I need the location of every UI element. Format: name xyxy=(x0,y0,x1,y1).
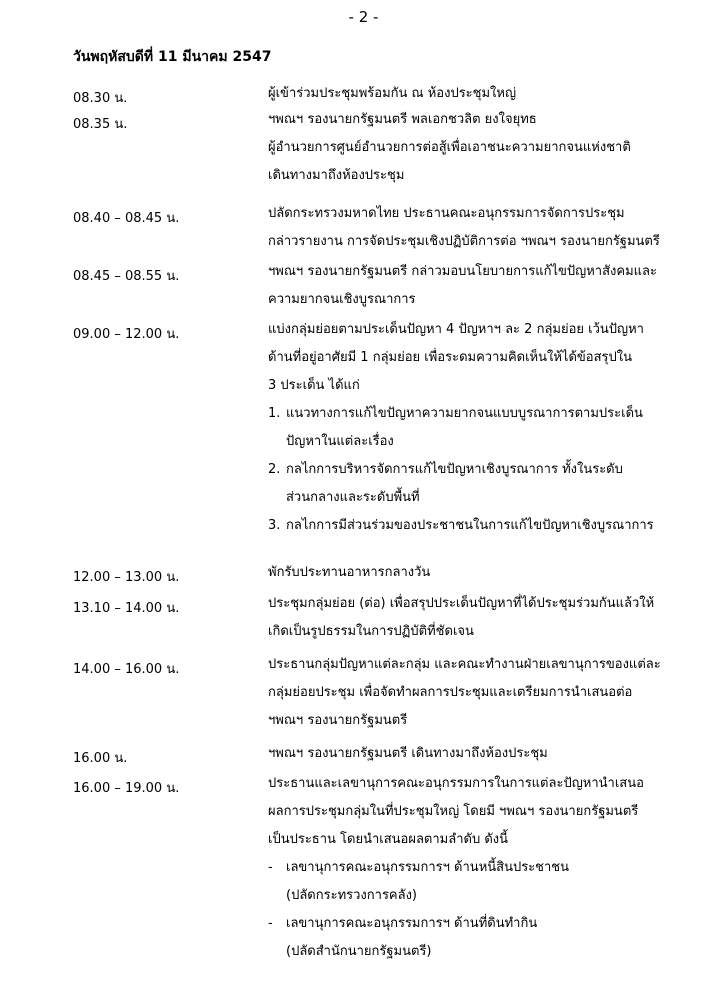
description-line: ผู้อำนวยการศูนย์อำนวยการต่อสู้เพื่อเอาชนะความยากจนแห่งชาติ xyxy=(268,140,631,155)
description-line: เกิดเป็นรูปธรรมในการปฏิบัติที่ชัดเจน xyxy=(268,624,474,639)
description-line: ฯพณฯ รองนายกรัฐมนตรี พลเอกชวลิต ยงใจยุทธ xyxy=(268,112,537,127)
item-text: กลไกการมีส่วนร่วมของประชาชนในการแก้ไขปัญหาเชิงบูรณาการ xyxy=(286,518,654,533)
item-number: 2. xyxy=(268,462,281,477)
schedule-time: 13.10 – 14.00 น. xyxy=(73,601,180,616)
description-line: กล่าวรายงาน การจัดประชุมเชิงปฏิบัติการต่อ ฯพณฯ รองนายกรัฐมนตรี xyxy=(268,234,660,249)
description-line: ความยากจนเชิงบูรณาการ xyxy=(268,292,416,307)
description-line: ประธานกลุ่มปัญหาแต่ละกลุ่ม และคณะทำงานฝ่ายเลขานุการของแต่ละ xyxy=(268,657,661,672)
item-text: (ปลัดสำนักนายกรัฐมนตรี) xyxy=(286,944,432,959)
bullet-marker: - xyxy=(268,916,273,931)
description-line: เป็นประธาน โดยนำเสนอผลตามลำดับ ดังนี้ xyxy=(268,832,509,847)
description-line: ฯพณฯ รองนายกรัฐมนตรี กล่าวมอบนโยบายการแก้ไขปัญหาสังคมและ xyxy=(268,264,657,279)
schedule-time: 12.00 – 13.00 น. xyxy=(73,570,180,585)
bullet-item xyxy=(268,854,688,910)
description-line: ประธานและเลขานุการคณะอนุกรรมการในการแต่ละปัญหานำเสนอ xyxy=(268,776,644,791)
item-text: กลไกการบริหารจัดการแก้ไขปัญหาเชิงบูรณาการ ทั้งในระดับ xyxy=(286,462,623,477)
numbered-item xyxy=(268,400,688,456)
schedule-time: 09.00 – 12.00 น. xyxy=(73,327,180,342)
schedule-time: 16.00 น. xyxy=(73,751,128,766)
schedule-time: 08.40 – 08.45 น. xyxy=(73,211,180,226)
description-line: ผลการประชุมกลุ่มในที่ประชุมใหญ่ โดยมี ฯพณฯ รองนายกรัฐมนตรี xyxy=(268,804,639,819)
description-line: แบ่งกลุ่มย่อยตามประเด็นปัญหา 4 ปัญหาฯ ละ 2 กลุ่มย่อย เว้นปัญหา xyxy=(268,322,644,337)
numbered-item xyxy=(268,512,688,540)
schedule-description xyxy=(268,651,688,735)
item-text: เลขานุการคณะอนุกรรมการฯ ด้านที่ดินทำกิน xyxy=(286,916,538,931)
item-text: (ปลัดกระทรวงการคลัง) xyxy=(286,888,418,903)
schedule-time: 08.35 น. xyxy=(73,117,128,132)
schedule-time: 16.00 – 19.00 น. xyxy=(73,781,180,796)
schedule-time: 14.00 – 16.00 น. xyxy=(73,662,180,677)
item-text: ปัญหาในแต่ละเรื่อง xyxy=(286,434,394,449)
schedule-description xyxy=(268,740,688,768)
description-line: เดินทางมาถึงห้องประชุม xyxy=(268,168,405,183)
bullet-marker: - xyxy=(268,860,273,875)
schedule-description xyxy=(268,200,688,256)
schedule-description xyxy=(268,770,688,966)
page-number: - 2 - xyxy=(348,8,379,26)
schedule-description xyxy=(268,106,688,190)
description-line: ด้านที่อยู่อาศัยมี 1 กลุ่มย่อย เพื่อระดมความคิดเห็นให้ได้ข้อสรุปใน xyxy=(268,350,632,365)
schedule-description xyxy=(268,590,688,646)
item-number: 3. xyxy=(268,518,281,533)
description-line: ประชุมกลุ่มย่อย (ต่อ) เพื่อสรุปประเด็นปัญหาที่ได้ประชุมร่วมกันแล้วให้ xyxy=(268,596,655,611)
description-line: ฯพณฯ รองนายกรัฐมนตรี xyxy=(268,713,408,728)
bullet-item xyxy=(268,910,688,966)
schedule-description xyxy=(268,316,688,540)
description-line: ฯพณฯ รองนายกรัฐมนตรี เดินทางมาถึงห้องประชุม xyxy=(268,746,548,761)
item-text: เลขานุการคณะอนุกรรมการฯ ด้านหนี้สินประชาชน xyxy=(286,860,570,875)
description-line: กลุ่มย่อยประชุม เพื่อจัดทำผลการประชุมและเตรียมการนำเสนอต่อ xyxy=(268,685,633,700)
schedule-time: 08.45 – 08.55 น. xyxy=(73,269,180,284)
item-text: ส่วนกลางและระดับพื้นที่ xyxy=(286,490,420,505)
schedule-description xyxy=(268,258,688,314)
description-line: ปลัดกระทรวงมหาดไทย ประธานคณะอนุกรรมการจัดการประชุม xyxy=(268,206,625,221)
date-heading: วันพฤหัสบดีที่ 11 มีนาคม 2547 xyxy=(73,49,272,65)
description-line: ผู้เข้าร่วมประชุมพร้อมกัน ณ ห้องประชุมใหญ่ xyxy=(268,86,517,101)
item-number: 1. xyxy=(268,406,281,421)
description-line: พักรับประทานอาหารกลางวัน xyxy=(268,565,431,580)
item-text: แนวทางการแก้ไขปัญหาความยากจนแบบบูรณาการตามประเด็น xyxy=(286,406,643,421)
schedule-time: 08.30 น. xyxy=(73,91,128,106)
schedule-description xyxy=(268,559,688,587)
numbered-item xyxy=(268,456,688,512)
schedule-description xyxy=(268,80,688,108)
description-line: 3 ประเด็น ได้แก่ xyxy=(268,378,360,393)
